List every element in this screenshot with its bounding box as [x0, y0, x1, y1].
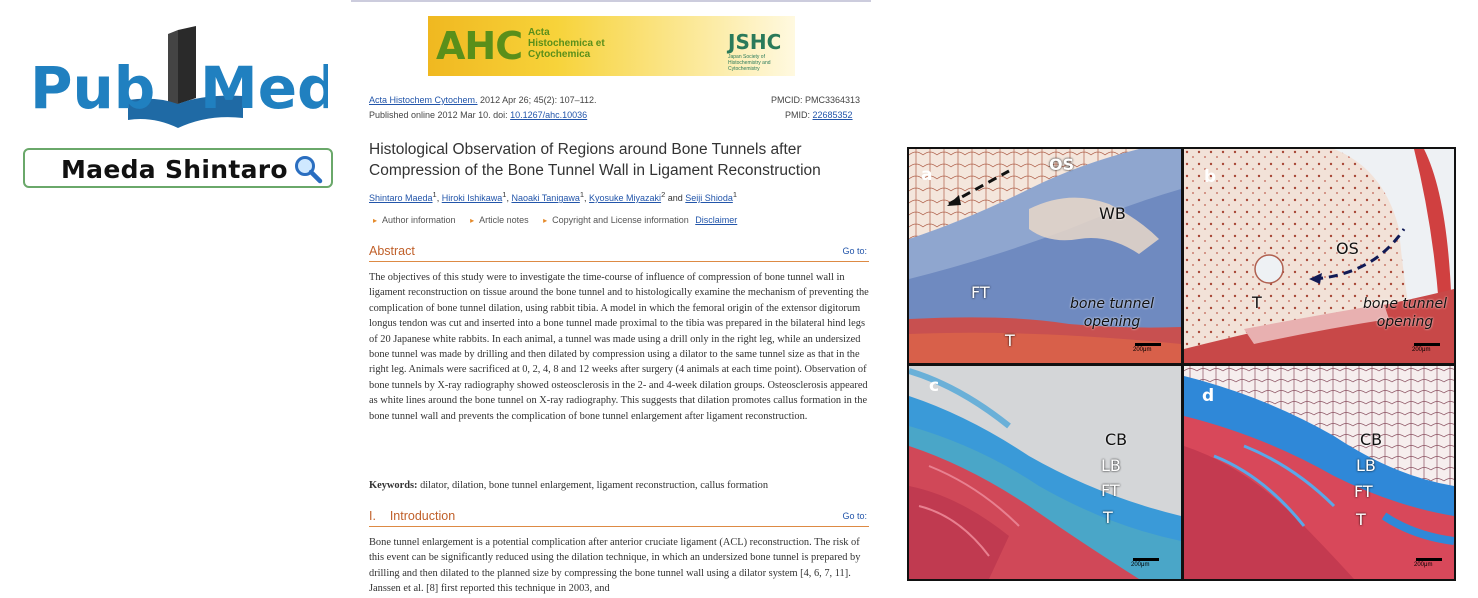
abstract-text: The objectives of this study were to investigate the time-course of influence of compression of bone tunnel wall in ligament reconstruction on tissue around the bone tunnel and to histologically examine the mechanism of preventing the complication of bone tunnel dilation, using rabbit tibia. A model in which the femoral origin of the extensor digitorum longus tendon was cut and inserted into a bone tunnel made proximal to the tibia was prepared in the bilateral hind legs of 20 Japanese white rabbits. In each animal, a tunnel was made using a drill only in the right leg, while an undersized bone tunnel was made by drilling and then dilated by compression using a dilator to the same tunnel size as that in the right leg. Animals were sacrificed at 0, 2, 4, 8 and 12 weeks after surgery (4 animals at each time point). Observation of bone tunnels by X-ray radiography showed osteosclerosis in the 2- and 4-week dilation groups. Osteosclerosis appeared as white lines around the bone tunnel on X-ray radiography. This suggests that dilation promotes callus formation in the bone tunnel wall and prevents the complication of bone tunnel enlargement after ligament reconstruction. — [369, 272, 869, 422]
panel-b — [1184, 149, 1454, 363]
bullet-icon: ▸ — [470, 216, 475, 225]
keywords-value: dilator, dilation, bone tunnel enlargement, ligament reconstruction, callus formation — [417, 480, 769, 491]
tissue-label: T — [1005, 331, 1015, 350]
affiliation-sup: 2 — [661, 190, 666, 199]
tissue-label: LB — [1101, 456, 1121, 475]
search-box[interactable] — [23, 148, 333, 188]
panel-letter: a — [921, 165, 933, 185]
citation-details: 2012 Apr 26; 45(2): 107–112. — [477, 95, 597, 105]
author-link[interactable]: Naoaki Tanigawa — [511, 193, 580, 203]
author-link[interactable]: Seiji Shioda — [685, 193, 733, 203]
tunnel-caption: bone tunnel opening — [1070, 296, 1154, 330]
scale-bar — [1416, 558, 1442, 566]
abstract-heading: Abstract — [369, 244, 415, 258]
tissue-label: CB — [1105, 430, 1128, 449]
tissue-label: FT — [1101, 481, 1120, 500]
panel-c — [909, 366, 1181, 579]
tissue-label: OS — [1336, 239, 1359, 258]
tissue-label: FT — [1354, 482, 1373, 501]
ahc-logo: AHC — [436, 24, 523, 68]
logo-pub-text: Pub — [30, 54, 156, 122]
authors-and: and — [667, 193, 683, 203]
article-page — [351, 0, 871, 598]
citation — [369, 95, 596, 105]
author-link[interactable]: Kyosuke Miyazaki — [589, 193, 662, 203]
pmid-link[interactable]: 22685352 — [812, 110, 853, 120]
keywords-label: Keywords: — [369, 480, 418, 491]
pmcid — [771, 95, 860, 105]
journal-link[interactable]: Acta Histochem Cytochem. — [369, 95, 478, 105]
tissue-label: T — [1252, 293, 1262, 312]
panel-letter: d — [1202, 386, 1215, 406]
tissue-label: FT — [971, 283, 990, 302]
tab-author-information[interactable]: Author information — [382, 215, 456, 225]
search-icon[interactable] — [293, 154, 323, 184]
pmid — [785, 110, 853, 120]
intro-heading-bar — [369, 511, 869, 527]
tab-copyright[interactable]: Copyright and License information — [552, 215, 689, 225]
author-link[interactable]: Hiroki Ishikawa — [441, 193, 503, 203]
tunnel-caption: bone tunnel opening — [1363, 296, 1447, 330]
tissue-label: CB — [1360, 430, 1383, 449]
journal-banner[interactable] — [428, 16, 795, 76]
tissue-label: OS — [1049, 155, 1075, 174]
article-title: Histological Observation of Regions around Bone Tunnels after Compression of the Bone Tunnel Wall in Ligament Reconstruction — [369, 141, 821, 179]
panel-letter: b — [1204, 167, 1217, 187]
tab-article-notes[interactable]: Article notes — [479, 215, 529, 225]
affiliation-sup: 1 — [579, 190, 585, 199]
published-line — [369, 110, 587, 120]
article-info-tabs — [373, 215, 737, 225]
panel-d — [1184, 366, 1454, 579]
intro-heading: I. Introduction — [369, 509, 456, 523]
logo-med-text: Med — [200, 54, 328, 122]
scale-bar — [1414, 343, 1440, 351]
tissue-label: WB — [1099, 204, 1126, 223]
goto-link[interactable]: Go to: — [842, 246, 867, 256]
published-prefix: Published online 2012 Mar 10. doi: — [369, 110, 511, 120]
search-query[interactable]: Maeda Shintaro — [61, 155, 288, 184]
abstract-heading-bar — [369, 246, 869, 262]
affiliation-sup: 1 — [432, 190, 437, 199]
journal-name: Acta Histochemica et Cytochemica — [528, 27, 605, 60]
tissue-label: LB — [1356, 456, 1376, 475]
affiliation-sup: 1 — [502, 190, 507, 199]
tissue-label: T — [1103, 508, 1113, 527]
intro-text: Bone tunnel enlargement is a potential complication after anterior cruciate ligament (ACL) reconstruction. The risk of this event can be significantly reduced using the dilation technique, in which an undersized bone tunnel is prepared by drilling and then dilated to the planned size by compressing the bone tunnel wall using a dilator system [4, 6, 7, 11]. Janssen et al. [8] first reported this technique in 2003, and — [369, 537, 861, 595]
pmcid-value: PMC3364313 — [805, 95, 861, 105]
society-name: Japan Society of Histochemistry and Cytochemistry — [728, 54, 771, 72]
scale-label: 200μm — [1133, 347, 1152, 353]
bullet-icon: ▸ — [373, 216, 378, 225]
doi-link[interactable]: 10.1267/ahc.10036 — [510, 110, 588, 120]
scale-bar — [1135, 343, 1161, 351]
histology-figure — [907, 147, 1456, 581]
disclaimer-link[interactable]: Disclaimer — [695, 215, 738, 225]
affiliation-sup: 1 — [732, 190, 737, 199]
keywords — [369, 480, 768, 491]
scale-label: 200μm — [1414, 562, 1433, 568]
jshc-logo: JSHC — [728, 30, 782, 54]
author-list: Shintaro Maeda$^1$, Hiroki Ishikawa$^1$, Naoaki Tanigawa$^1$, Kyosuke Miyazaki$^2$ and Seiji Shioda$^1$ — [369, 190, 737, 203]
pubmed-logo[interactable] — [28, 24, 328, 136]
panel-a — [909, 149, 1181, 363]
pmcid-label: PMCID: — [771, 95, 806, 105]
author-link[interactable]: Shintaro Maeda — [369, 193, 433, 203]
goto-link[interactable]: Go to: — [842, 511, 867, 521]
pmid-label: PMID: — [785, 110, 813, 120]
panel-c-image — [909, 366, 1181, 579]
panel-d-image — [1184, 366, 1454, 579]
scale-label: 200μm — [1412, 347, 1431, 353]
panel-letter: c — [929, 376, 940, 396]
bullet-icon: ▸ — [543, 216, 548, 225]
tissue-label: T — [1356, 510, 1366, 529]
scale-bar — [1133, 558, 1159, 566]
scale-label: 200μm — [1131, 562, 1150, 568]
